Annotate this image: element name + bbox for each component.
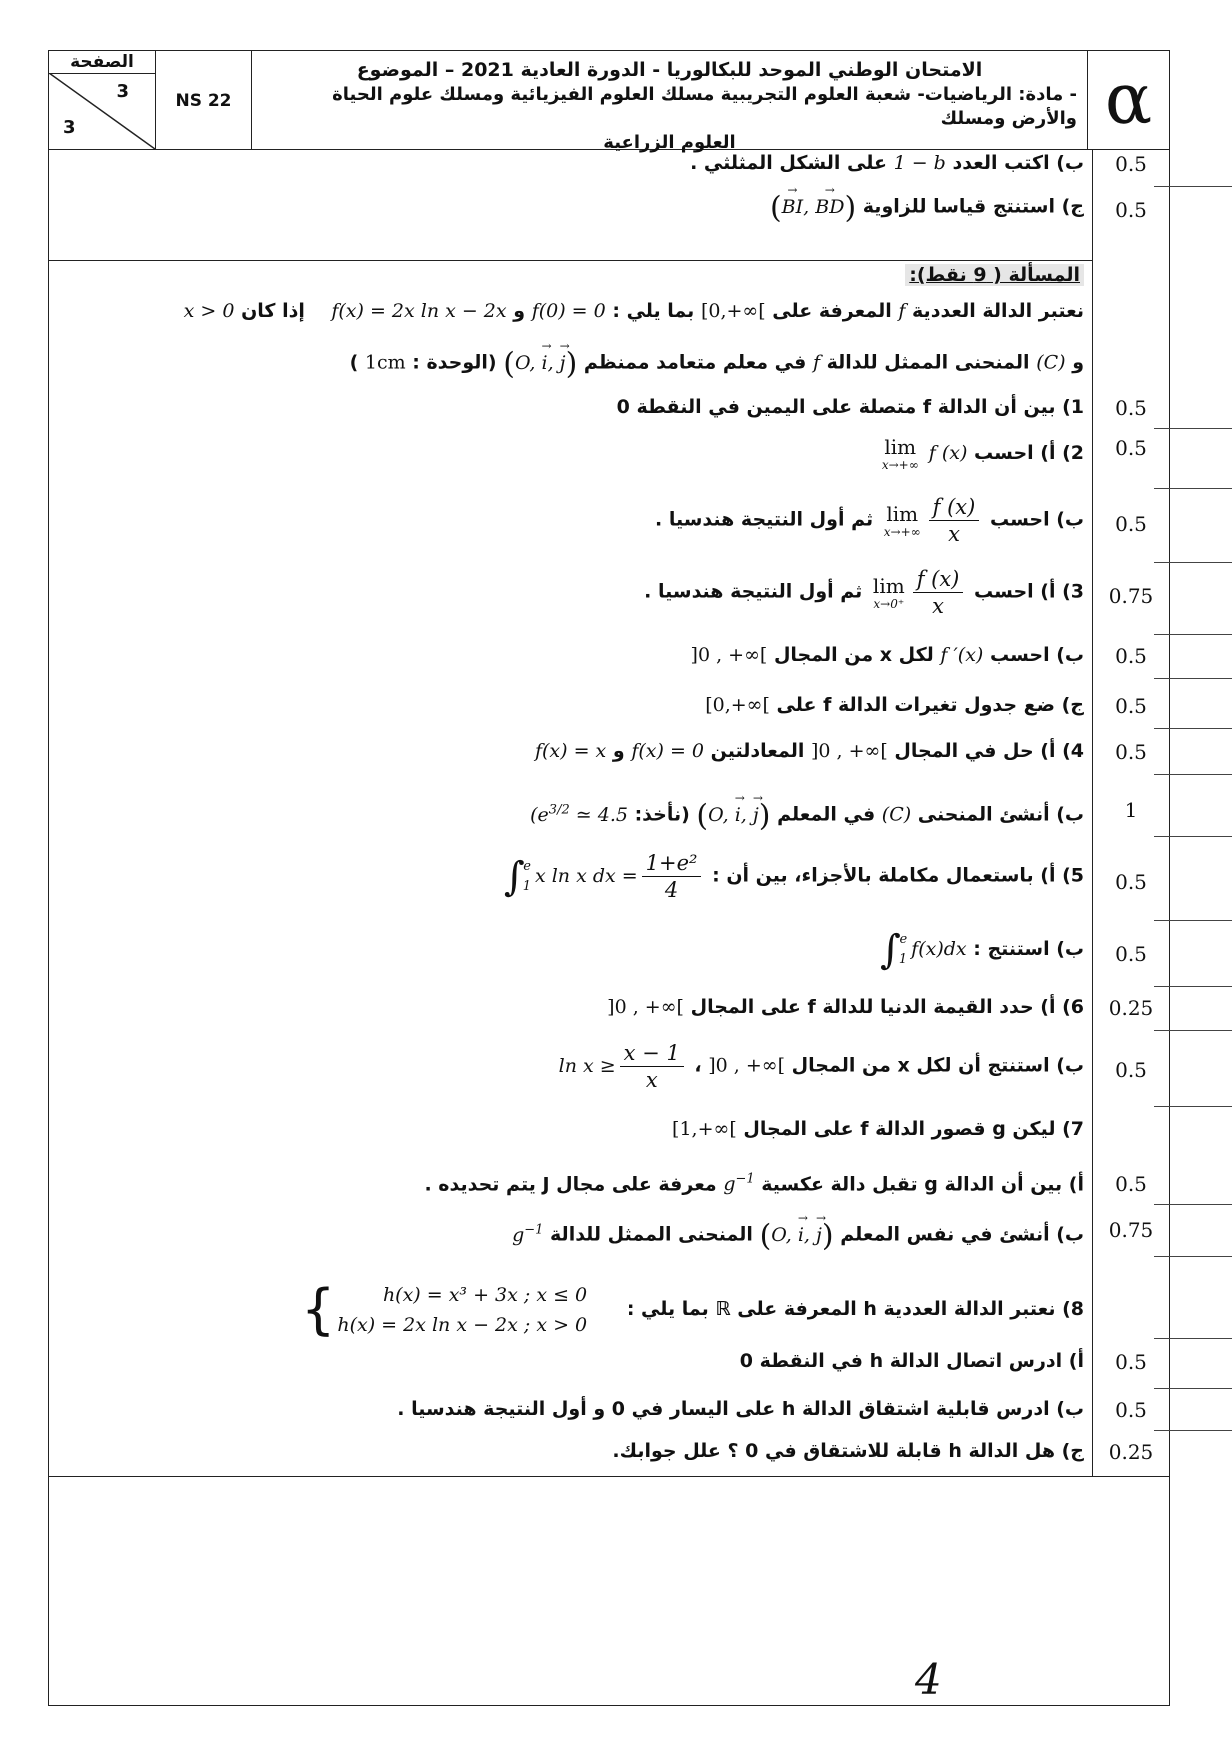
points: 0.5 [1115,396,1147,420]
page-label: الصفحة [49,53,155,74]
exam-title-line2: - مادة: الرياضيات- شعبة العلوم التجريبية مسلك العلوم الفيزيائية ومسلك علوم الحياة والأرض ومسلك [332,84,1077,129]
question-text: أ) بين أن الدالة g تقبل دالة عكسية $g^{-1}$ معرفة على مجال J يتم تحديده . [424,1172,1084,1196]
question-text: 2) أ) احسب lim x→+∞ f (x) [881,435,1084,472]
row-separator [1154,728,1232,729]
points: 0.5 [1115,436,1147,460]
row-separator [1154,562,1232,563]
question-text: ج) ضع جدول تغيرات الدالة f على [0,+∞[ [705,694,1084,716]
question-text: ج) هل الدالة h قابلة للاشتقاق في 0 ؟ علل جوابك. [612,1440,1084,1462]
content-bottom-border [48,1476,1170,1477]
points: 0.75 [1108,1218,1154,1242]
question-text: أ) ادرس اتصال الدالة h في النقطة 0 [739,1350,1084,1372]
points: 0.5 [1115,1350,1147,1374]
question-text: 5) أ) باستعمال مكاملة بالأجزاء، بين أن : ∫ e 1 x ln x dx = $\frac{\text{1+e²}}{4}$ [503,851,1084,902]
points: 0.5 [1115,644,1147,668]
page-current: 3 [116,81,129,102]
row-separator [1154,678,1232,679]
exam-title-box [252,50,1088,153]
question-text: ب) اكتب العدد 1 − b على الشكل المثلثي . [690,152,1084,174]
question-text: 4) أ) حل في المجال ]0 , +∞[ المعادلتين f(x) = 0 و f(x) = x [534,740,1084,762]
question-text: ب) احسب f ′(x) لكل x من المجال ]0 , +∞[ [690,644,1084,666]
row-separator [1154,1388,1232,1389]
points: 0.5 [1115,198,1147,222]
question-text: 8) نعتبر الدالة العددية h المعرفة على ℝ بما يلي : { h(x) = x³ + 3x ; x ≤ 0 h(x) = 2x ln x − 2x ; x > 0 [301,1278,1084,1341]
points: 0.5 [1115,694,1147,718]
question-text: ج) استنتج قياسا للزاوية (→ BI, → BD) [68,190,1084,225]
points: 0.25 [1108,996,1154,1020]
question-text: ب) استنتج أن لكل x من المجال ]0 , +∞[ ، ln x ≥ $\frac{x - 1}{x}$ [558,1041,1084,1092]
page-counter-box [48,50,156,150]
points: 0.75 [1108,584,1154,608]
points: 0.5 [1115,1172,1147,1196]
alpha-logo: α [1088,50,1170,150]
points: 0.5 [1115,740,1147,764]
row-separator [1154,986,1232,987]
row-separator [1154,634,1232,635]
question-text: 1) بين أن الدالة f متصلة على اليمين في النقطة 0 [616,396,1084,418]
row-separator [1154,774,1232,775]
exam-title-line1: الامتحان الوطني الموحد للبكالوريا - الدورة العادية 2021 – الموضوع [356,59,983,81]
points: 0.5 [1115,942,1147,966]
page-total: 3 [63,117,76,138]
row-separator [1154,1430,1232,1431]
exam-title-line3: العلوم الزراعية [603,132,736,153]
row-separator [1154,186,1232,187]
question-text: 6) أ) حدد القيمة الدنيا للدالة f على المجال ]0 , +∞[ [607,996,1084,1018]
row-separator [1154,1256,1232,1257]
points: 0.5 [1115,870,1147,894]
row-separator [1154,836,1232,837]
question-text: ب) احسب lim x→+∞ $\frac{f (x)}{x}$ ثم أول النتيجة هندسيا . [655,495,1084,546]
points: 0.5 [1115,1058,1147,1082]
exam-code: NS 22 [156,50,252,150]
question-text: 3) أ) احسب lim x→0⁺ $\frac{f (x)}{x}$ ثم أول النتيجة هندسيا . [644,567,1084,618]
points: 0.5 [1115,152,1147,176]
question-text: ب) ادرس قابلية اشتقاق الدالة h على اليسار في 0 و أول النتيجة هندسيا . [397,1398,1084,1420]
row-separator [1154,920,1232,921]
question-text: 7) ليكن g قصور الدالة f على المجال [1,+∞[ [672,1118,1084,1140]
points: 0.5 [1115,1398,1147,1422]
question-text: ب) استنتج : ∫ e 1 f(x)dx [880,927,1084,973]
row-separator [1154,1030,1232,1031]
problem-heading: المسألة ( 9 نقط): [68,264,1084,286]
row-separator [1154,1106,1232,1107]
question-text: ب) أنشئ في نفس المعلم (O, → i, → j) المنحنى الممثل للدالة $g^{-1}$ [68,1218,1084,1253]
row-separator [1154,488,1232,489]
points: 1 [1124,798,1138,822]
row-separator [1154,1204,1232,1205]
question-text: ب) أنشئ المنحنى (C) في المعلم (O, → i, → j) (نأخذ: ($e^{3/2}$ ≃ 4.5 [68,798,1084,833]
handwritten-page-number: 4 [915,1655,942,1704]
row-separator [1154,1338,1232,1339]
section-divider [48,260,1092,261]
points: 0.25 [1108,1440,1154,1464]
row-separator [1154,428,1232,429]
points: 0.5 [1115,512,1147,536]
